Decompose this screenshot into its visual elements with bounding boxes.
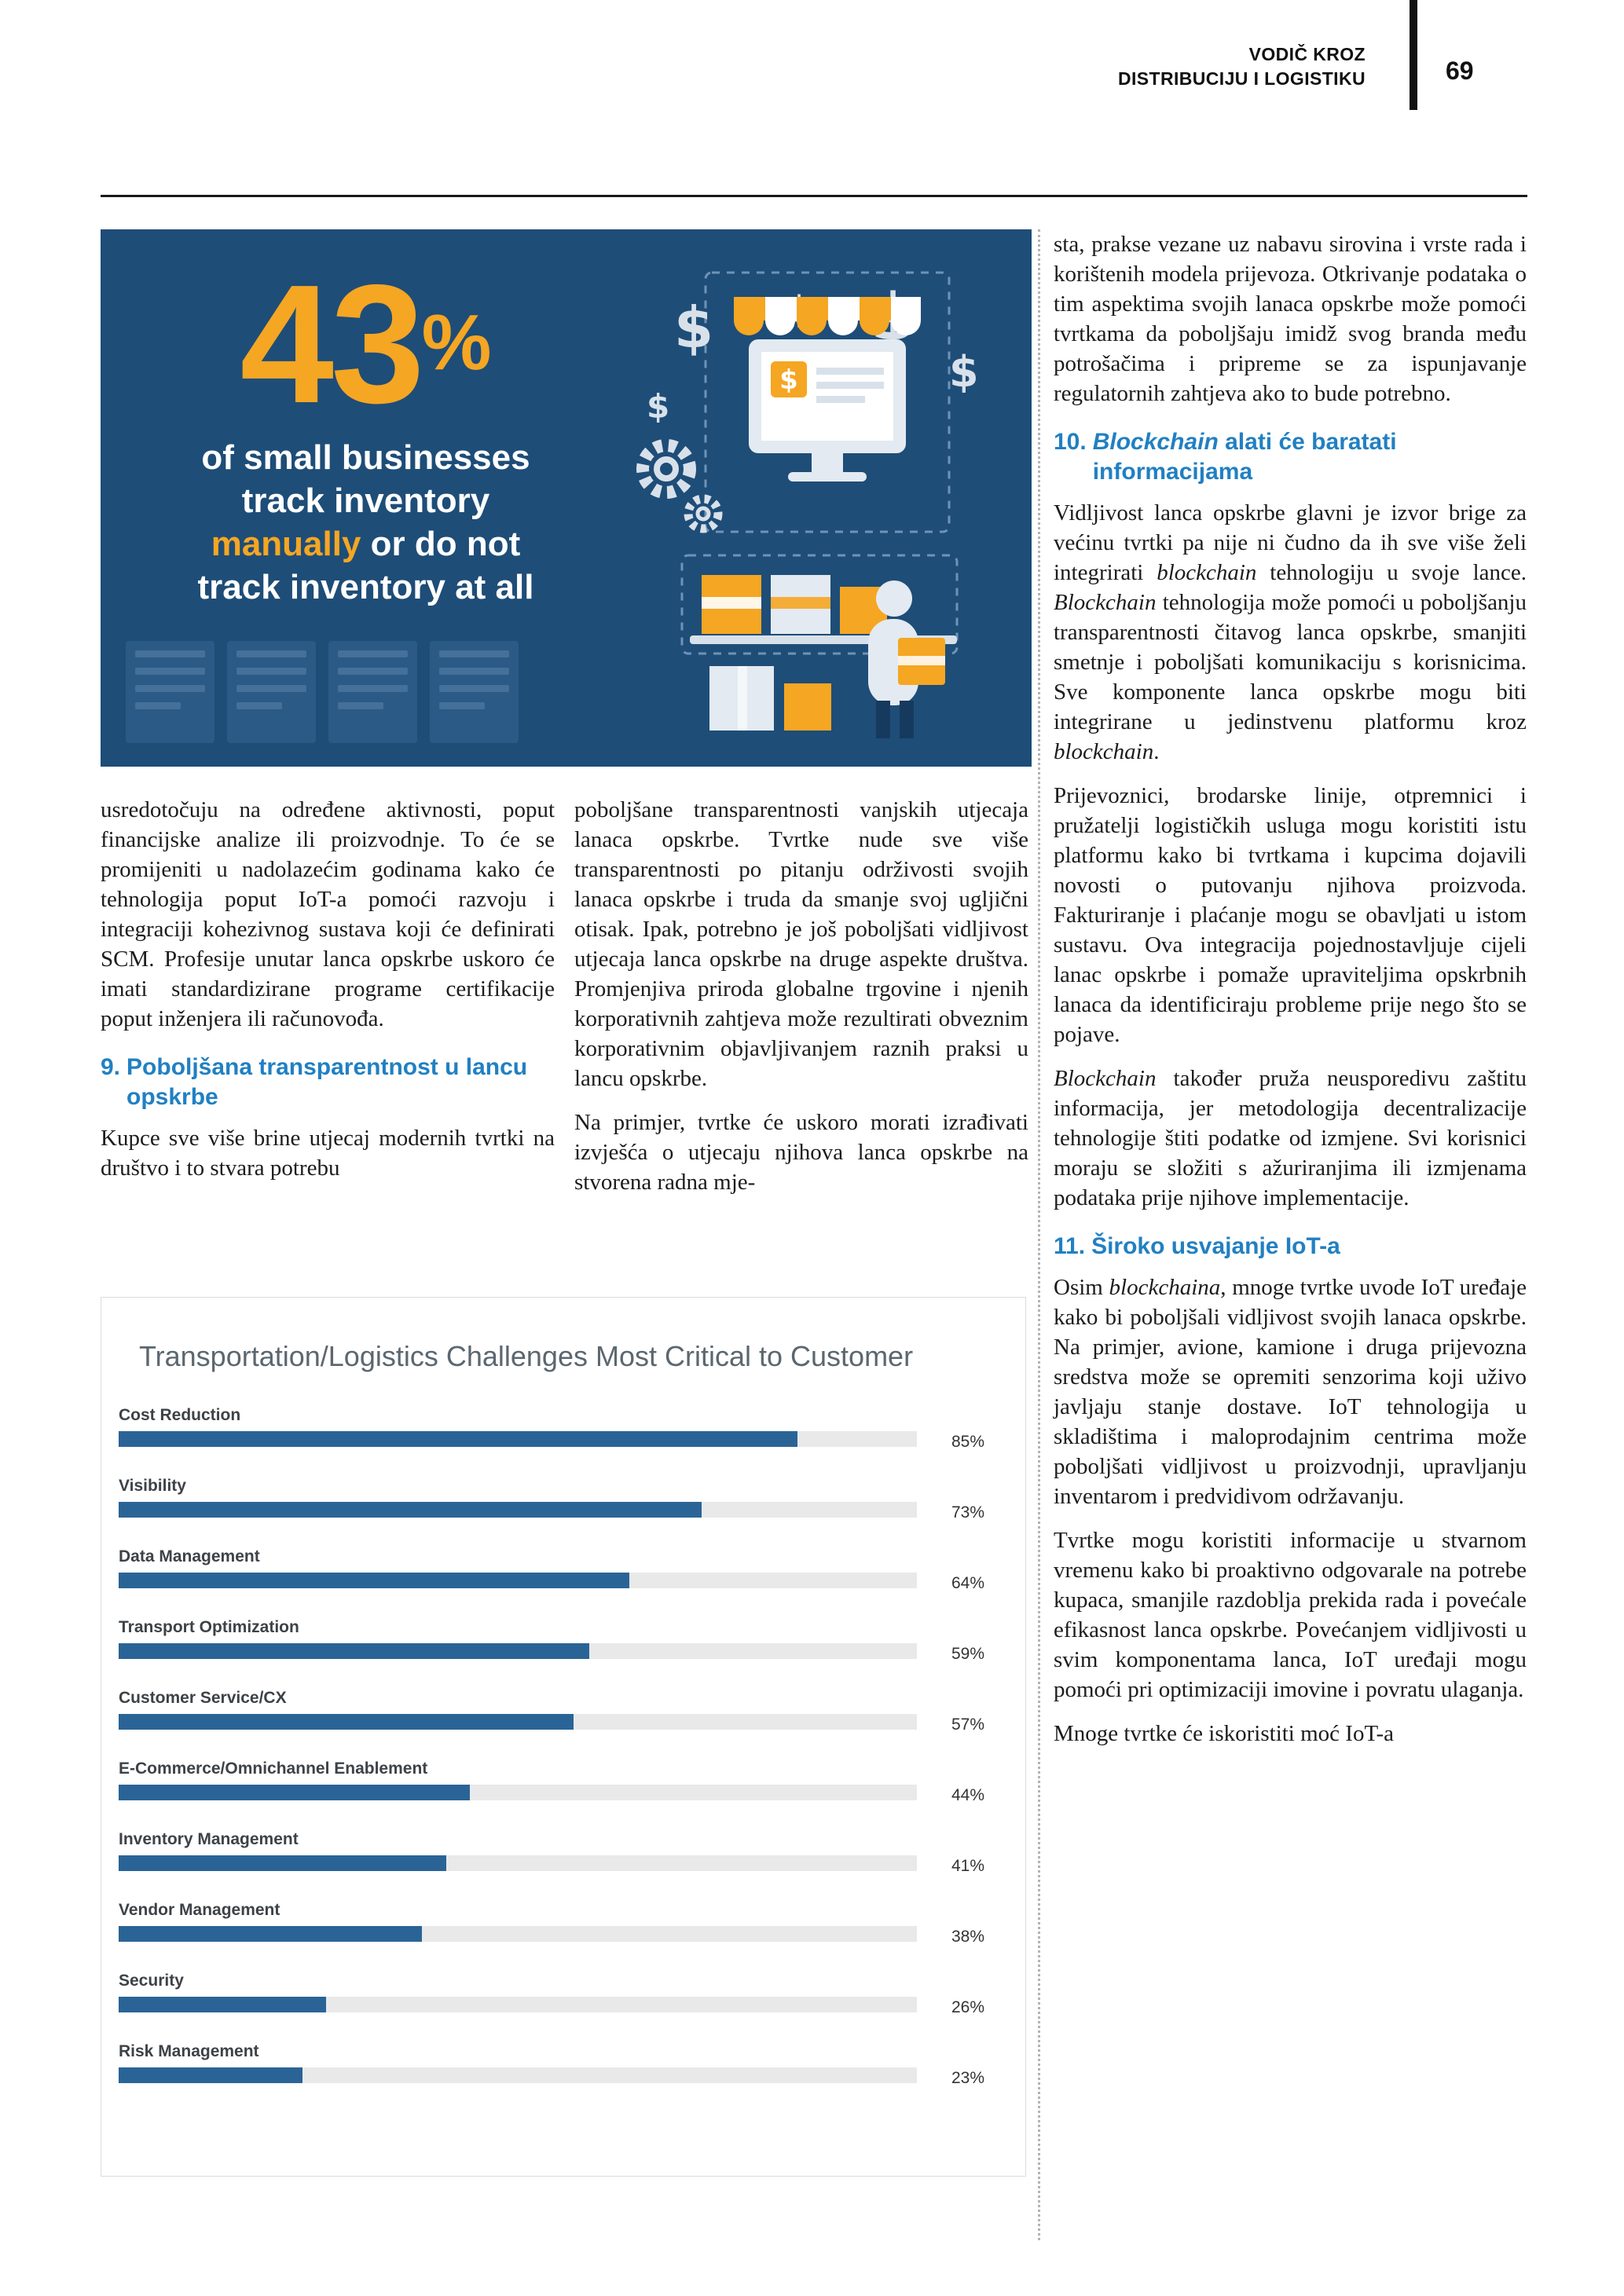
stat-caption <box>112 436 619 609</box>
chart-category-label: Inventory Management <box>119 1830 299 1848</box>
chart-bar-track <box>119 1573 917 1588</box>
svg-text:$: $ <box>949 347 979 397</box>
chart-value-label: 44% <box>951 1786 984 1804</box>
chart-category-label: Cost Reduction <box>119 1406 241 1424</box>
text-segment: Blockchain <box>1092 429 1219 455</box>
column-2 <box>574 795 1028 1211</box>
chart-bar-fill <box>119 1573 629 1588</box>
paragraph: usredotočuju na određene aktivnosti, poput financijske analize ili proizvodnje. To će se promijeniti u nadolazećim godinama kako će tehnologija poput IoT-a pomoći razvoju i integraciji kohezivnog sustava koji će definirati SCM. Profesije unutar lanca opskrbe uskoro će imati standardizirane programe certifikacije poput inženjera ili računovođa. <box>101 797 555 1031</box>
infographic-text-block <box>112 249 619 609</box>
paragraph: sta, prakse vezane uz nabavu sirovina i vrste rada i korištenih modela prijevoza. Otkrivanje podataka o tim aspektima svojih lanaca opskrbe može pomoći tvrtkama da poboljšaju imidž svog branda među potrošačima i pripreme se za ispunjavanje regulatornih zahtjeva ako to bude potrebno. <box>1054 232 1527 406</box>
header-rule <box>101 195 1527 197</box>
chart-bar-fill <box>119 1714 574 1730</box>
section-heading-11 <box>1054 1232 1527 1262</box>
chart-row <box>101 1753 1025 1824</box>
chart-row <box>101 1895 1025 1965</box>
stat-caption-line <box>112 566 619 609</box>
section-number: 9. <box>101 1054 121 1080</box>
stat-caption-line <box>112 479 619 522</box>
running-head <box>707 42 1366 91</box>
text-segment: Osim <box>1054 1275 1109 1300</box>
text-segment: manually <box>211 525 361 563</box>
gear-icon <box>643 445 718 529</box>
chart-bar-fill <box>119 1785 470 1800</box>
chart-row <box>101 1400 1025 1470</box>
chart-row <box>101 1683 1025 1753</box>
text-segment: blockchain <box>1054 739 1154 764</box>
page-number: 69 <box>1446 57 1474 85</box>
column-1 <box>101 795 555 1197</box>
stat-number: 43 <box>240 249 422 438</box>
section-number: 11. <box>1054 1233 1086 1259</box>
text-segment: tehnologija može pomoći u poboljšanju transparentnosti čitavog lanca opskrbe, smanjiti smetnje i poboljšati komunikaciju s korisnicima. Sve komponente lanca opskrbe mogu biti integrirane u jedinstvenu platformu kroz <box>1054 590 1527 734</box>
chart-bar-track <box>119 1785 917 1800</box>
text-segment: blockchaina <box>1109 1275 1221 1300</box>
paragraph <box>1054 498 1527 767</box>
paragraph: Kupce sve više brine utjecaj modernih tvrtki na društvo i to stvara potrebu <box>101 1126 555 1181</box>
section-title: Poboljšana transparentnost u lancu opskrbe <box>126 1054 528 1110</box>
chart-bar-fill <box>119 2067 302 2083</box>
chart-category-label: Visibility <box>119 1477 186 1495</box>
section-title <box>1093 427 1527 487</box>
stat-caption-line <box>112 436 619 479</box>
text-segment: or do not <box>361 525 521 563</box>
chart-bar-fill <box>119 1926 422 1942</box>
document-card-icon <box>430 641 519 743</box>
document-card-icon <box>227 641 316 743</box>
chart-title: Transportation/Logistics Challenges Most Critical to Customer <box>139 1340 914 1372</box>
paragraph <box>1054 1273 1527 1511</box>
column-3 <box>1054 229 1527 1763</box>
chart-category-label: Customer Service/CX <box>119 1689 287 1707</box>
chart-bar-track <box>119 1926 917 1942</box>
document-card-icon <box>126 641 214 743</box>
text-segment: također pruža neusporedivu zaštitu informacija, jer metodologija decentralizacije tehnologije štiti podatke od izmjene. Svi korisnici moraju se složiti s ažuriranjima ili izmjenama podataka prije njihove implementacije. <box>1054 1066 1527 1210</box>
chart-value-label: 64% <box>951 1574 984 1592</box>
chart-bar-track <box>119 1714 917 1730</box>
logistics-challenges-chart <box>101 1297 1026 2177</box>
chart-bar-track <box>119 1643 917 1659</box>
inventory-infographic <box>101 229 1032 767</box>
chart-bar-fill <box>119 1502 702 1518</box>
chart-bar-fill <box>119 1431 797 1447</box>
chart-rows <box>101 1400 1025 2107</box>
paragraph: poboljšane transparentnosti vanjskih utjecaja lanaca opskrbe. Tvrtke nude sve više transparentnosti po pitanju održivosti svojih lanaca opskrbe i truda da smanje svoj ugljični otisak. Ipak, potrebno je još poboljšati vidljivost utjecaja lanca opskrbe na druge aspekte društva. Promjenjiva priroda globalne trgovine i njenih korporativnih zahtjeva može rezultirati obveznim korporativnim objavljivanjem raznih praksi u lancu opskrbe. <box>574 797 1028 1091</box>
chart-value-label: 41% <box>951 1857 984 1875</box>
svg-text:$: $ <box>647 387 670 426</box>
package-stack-icon <box>709 666 831 731</box>
chart-category-label: Transport Optimization <box>119 1618 299 1636</box>
running-head-line2: DISTRIBUCIJU I LOGISTIKU <box>1117 68 1366 89</box>
text-segment: alati će baratati informacijama <box>1092 429 1397 485</box>
text-segment: track inventory <box>241 482 490 520</box>
document-cards-icon <box>126 641 519 743</box>
text-segment: , mnoge tvrtke uvode IoT uređaje kako bi poboljšali vidljivost svojih lanaca opskrbe. Na primjer, avione, kamione i druga prijevozna sredstva može se opremiti senzorima koji uživo javljaju stanje dostave. IoT tehnologija u skladištima i maloprodajnim centrima može poboljšati vidljivost u proizvodnji, upravljanju inventarom i predvidivom održavanju. <box>1054 1275 1527 1509</box>
running-head-line1: VODIČ KROZ <box>1248 44 1366 64</box>
svg-text:$: $ <box>779 364 798 396</box>
text-segment: of small businesses <box>201 438 530 477</box>
text-segment: . <box>1153 739 1160 764</box>
svg-text:$: $ <box>674 295 714 361</box>
column-separator <box>1038 229 1040 2240</box>
chart-row <box>101 1541 1025 1612</box>
text-segment: tehnologiju u svoje lance. <box>1256 560 1527 585</box>
chart-row <box>101 1965 1025 2036</box>
chart-row <box>101 1612 1025 1683</box>
chart-bar-track <box>119 1997 917 2012</box>
document-card-icon <box>328 641 417 743</box>
chart-value-label: 59% <box>951 1645 984 1663</box>
warehouse-illustration <box>592 229 1032 767</box>
chart-row <box>101 2036 1025 2107</box>
chart-value-label: 23% <box>951 2069 984 2087</box>
chart-bar-fill <box>119 1643 589 1659</box>
chart-value-label: 38% <box>951 1928 984 1946</box>
delivery-person-icon <box>868 580 945 738</box>
chart-category-label: Vendor Management <box>119 1901 280 1919</box>
text-segment: Blockchain <box>1054 1066 1157 1091</box>
paragraph: Na primjer, tvrtke će uskoro morati izrađivati izvješća o utjecaju njihova lanca opskrbe na stvorena radna mje- <box>574 1110 1028 1195</box>
shelf-boxes-icon <box>690 575 957 644</box>
text-segment: Vidljivost lanca opskrbe glavni je izvor brige za većinu tvrtki pa nije ni čudno da ih sve više želi integrirati <box>1054 500 1527 585</box>
chart-bar-track <box>119 1502 917 1518</box>
text-segment: blockchain <box>1157 560 1257 585</box>
paragraph: Mnoge tvrtke će iskoristiti moć IoT-a <box>1054 1721 1395 1746</box>
chart-bar-track <box>119 1431 917 1447</box>
percent-sign: % <box>421 298 492 386</box>
chart-category-label: E-Commerce/Omnichannel Enablement <box>119 1760 428 1778</box>
chart-bar-track <box>119 1855 917 1871</box>
section-heading-9 <box>101 1053 555 1112</box>
section-heading-10 <box>1054 427 1527 487</box>
chart-value-label: 85% <box>951 1433 984 1451</box>
chart-bar-fill <box>119 1855 446 1871</box>
section-number: 10. <box>1054 429 1087 455</box>
header-divider-bar <box>1410 0 1417 110</box>
storefront-monitor-icon <box>734 297 921 482</box>
chart-value-label: 73% <box>951 1503 984 1522</box>
chart-category-label: Security <box>119 1972 184 1990</box>
text-segment: Blockchain <box>1054 590 1157 615</box>
chart-row <box>101 1824 1025 1895</box>
paragraph <box>1054 1064 1527 1213</box>
paragraph: Tvrtke mogu koristiti informacije u stvarnom vremenu kako bi proaktivno odgovarale na potrebe kupaca, smanjile razdoblja prekida rada i povećale efikasnost lanca opskrbe. Povećanjem vidljivosti u svim komponentama lanca, IoT uređaji mogu pomoći pri optimizaciji imovine i povratu ulaganja. <box>1054 1528 1527 1702</box>
chart-row <box>101 1470 1025 1541</box>
stat-caption-line <box>112 522 619 566</box>
chart-value-label: 26% <box>951 1998 984 2016</box>
stat-43-percent <box>112 249 619 438</box>
chart-bar-fill <box>119 1997 326 2012</box>
paragraph: Prijevoznici, brodarske linije, otpremnici i pružatelji logističkih usluga mogu koristiti istu platformu kako bi tvrtkama i kupcima dojavili novosti o putovanju njihova proizvoda. Fakturiranje i plaćanje mogu se obavljati u istom sustavu. Ova integracija pojednostavljuje cijeli lanac opskrbe i pomaže upraviteljima opskrbnih lanaca da identificiraju probleme prije nego što se pojave. <box>1054 783 1527 1047</box>
chart-category-label: Data Management <box>119 1547 260 1565</box>
chart-category-label: Risk Management <box>119 2042 259 2060</box>
chart-value-label: 57% <box>951 1716 984 1734</box>
text-segment: track inventory at all <box>197 568 534 606</box>
section-title: Široko usvajanje IoT-a <box>1091 1233 1340 1259</box>
chart-bar-track <box>119 2067 917 2083</box>
